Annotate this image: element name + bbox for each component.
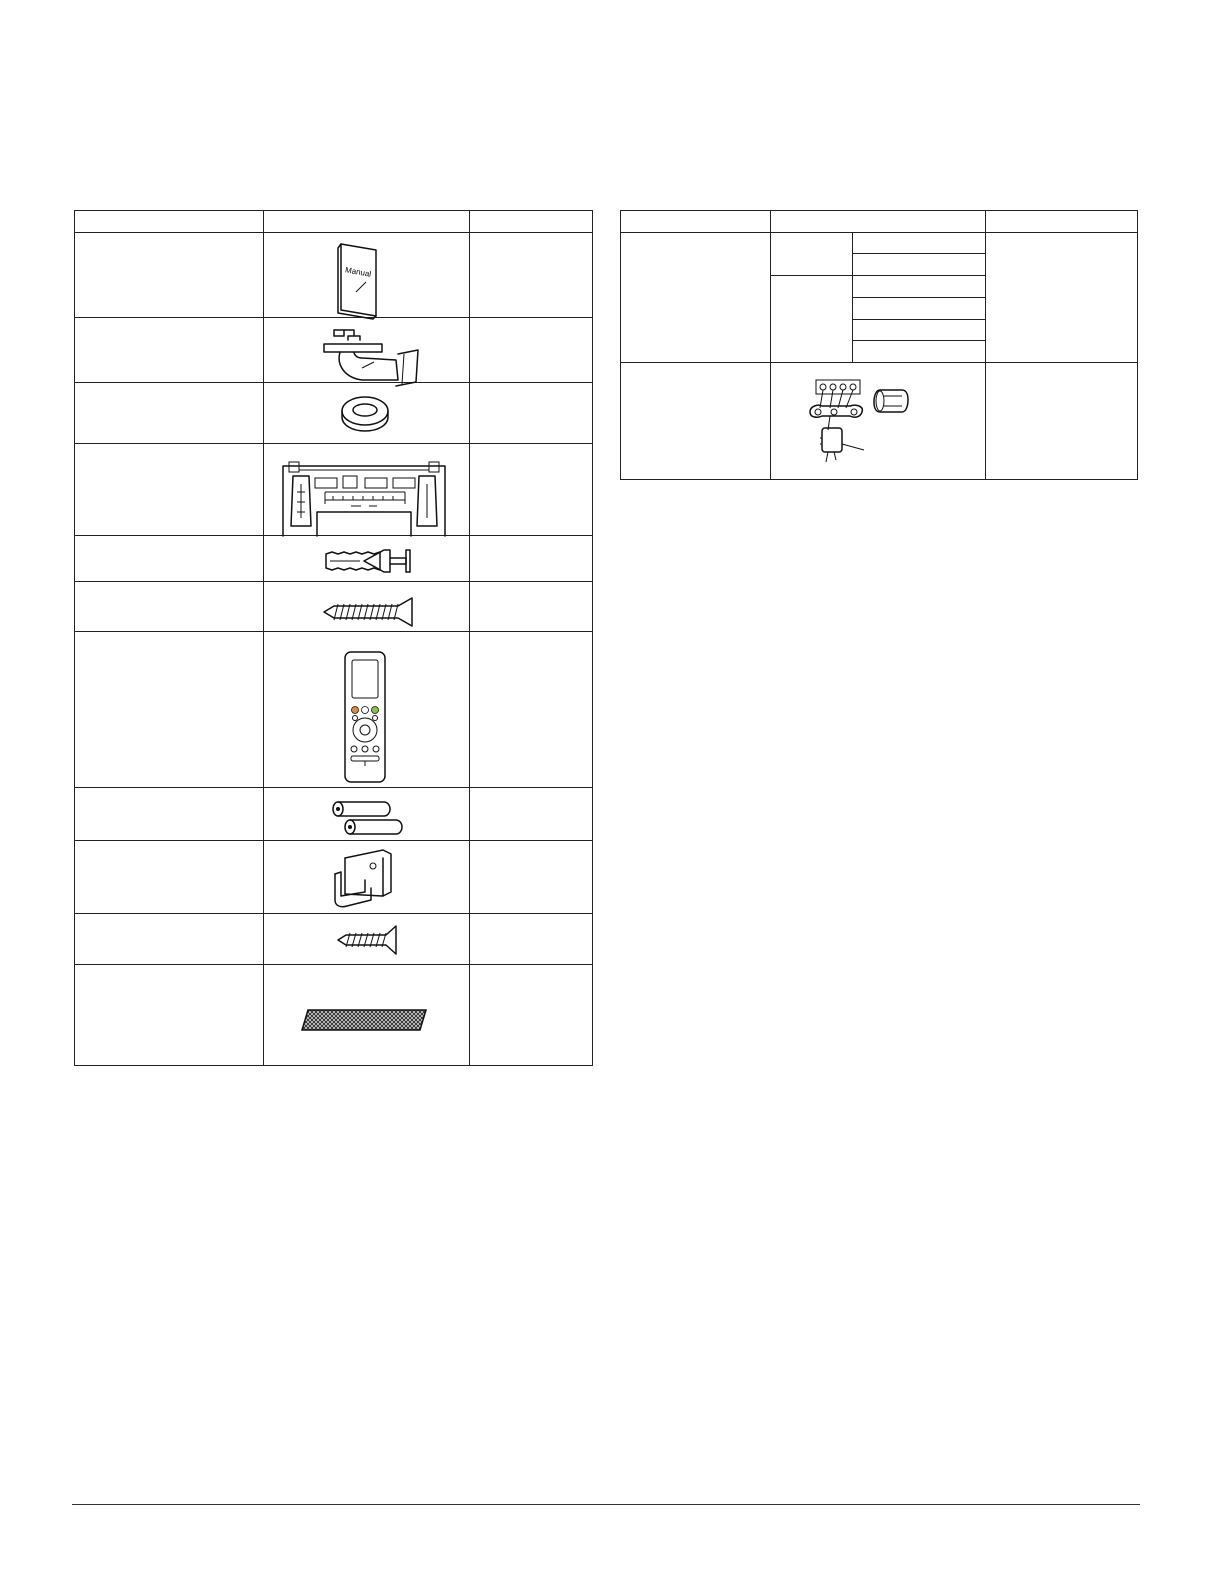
row-divider [620, 232, 1138, 233]
table-border [592, 210, 593, 1066]
tapping-screw-icon [320, 596, 416, 628]
row-divider [74, 964, 593, 965]
table-border [74, 210, 75, 1066]
column-divider [770, 210, 771, 480]
table-border [620, 210, 1138, 211]
row-divider [74, 631, 593, 632]
batteries-icon [330, 798, 404, 838]
table-border [620, 479, 1138, 480]
row-divider [620, 362, 1138, 363]
table-border [74, 1065, 593, 1066]
seal-ring-icon [339, 393, 391, 435]
manual-label: Manual [344, 265, 372, 279]
table-border [74, 210, 593, 211]
table-border [620, 210, 621, 480]
remote-control-icon [341, 650, 389, 784]
row-divider [852, 253, 985, 254]
row-divider [74, 581, 593, 582]
row-divider [852, 319, 985, 320]
magnetic-ring-wiring-icon [806, 378, 916, 468]
row-divider [74, 787, 593, 788]
row-divider [852, 297, 985, 298]
row-divider [74, 443, 593, 444]
row-divider [74, 840, 593, 841]
row-divider [74, 232, 593, 233]
drain-joint-icon [322, 326, 422, 386]
mounting-plate-icon [281, 456, 447, 536]
column-divider [985, 210, 986, 480]
row-divider [852, 340, 985, 341]
column-divider [263, 210, 264, 1066]
remote-holder-icon [331, 848, 399, 910]
table-border [1137, 210, 1138, 480]
expansion-anchor-icon [320, 548, 416, 574]
manual-booklet-icon [330, 242, 390, 320]
small-screw-icon [336, 924, 400, 956]
row-divider [74, 913, 593, 914]
air-filter-strip-icon [300, 1008, 430, 1034]
row-divider [770, 275, 985, 276]
footer-rule [72, 1504, 1140, 1505]
column-divider [469, 210, 470, 1066]
